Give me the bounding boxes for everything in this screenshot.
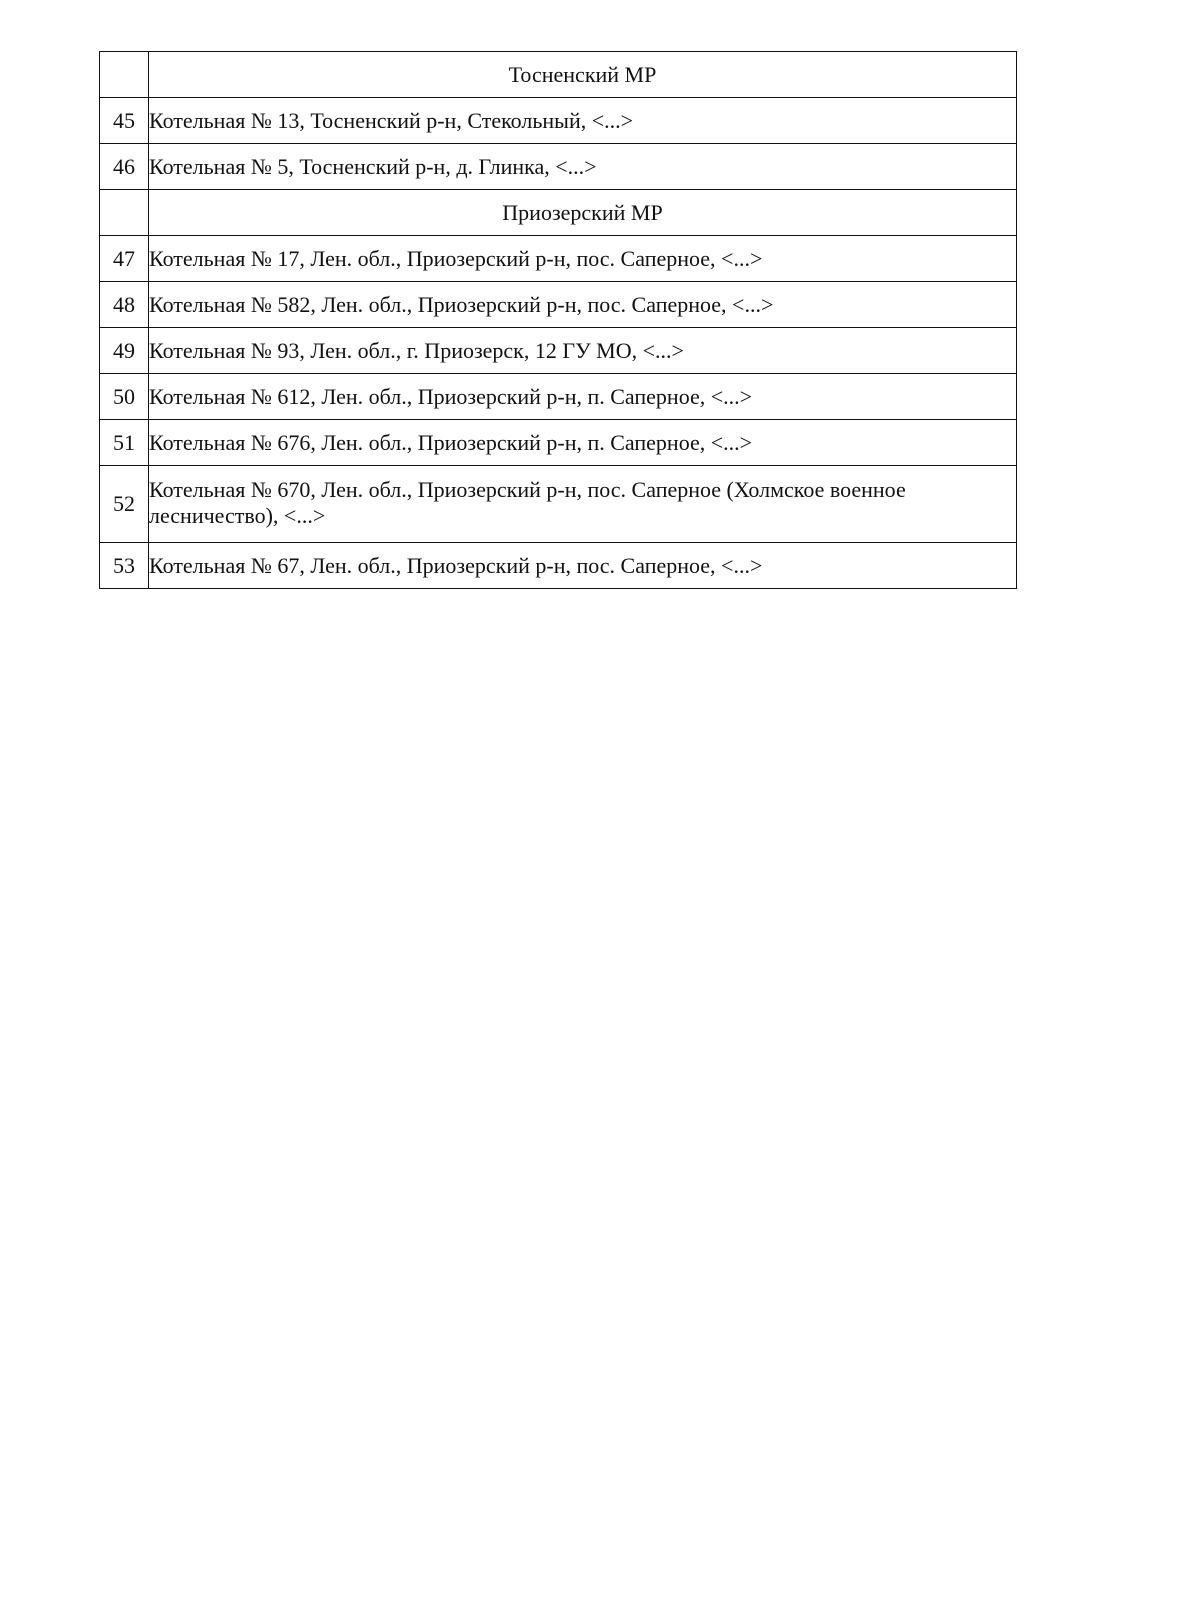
table-row <box>100 420 1017 466</box>
boiler-list-table <box>99 51 1017 589</box>
row-number: 47 <box>100 236 149 282</box>
row-description: Котельная № 676, Лен. обл., Приозерский р-н, п. Саперное, <...> <box>149 420 1017 466</box>
row-number: 46 <box>100 144 149 190</box>
row-number: 48 <box>100 282 149 328</box>
section-header-row <box>100 52 1017 98</box>
row-number: 52 <box>100 466 149 543</box>
table-row <box>100 374 1017 420</box>
section-title: Приозерский МР <box>149 190 1017 236</box>
row-description: Котельная № 5, Тосненский р-н, д. Глинка, <...> <box>149 144 1017 190</box>
row-number: 49 <box>100 328 149 374</box>
table-row <box>100 144 1017 190</box>
row-description: Котельная № 93, Лен. обл., г. Приозерск, 12 ГУ МО, <...> <box>149 328 1017 374</box>
row-number: 51 <box>100 420 149 466</box>
row-description: Котельная № 670, Лен. обл., Приозерский р-н, пос. Саперное (Холмское военное лесничество), <...> <box>149 466 1017 543</box>
table-row <box>100 98 1017 144</box>
row-number: 53 <box>100 543 149 589</box>
table-row <box>100 236 1017 282</box>
table-row <box>100 543 1017 589</box>
table-row <box>100 282 1017 328</box>
row-description: Котельная № 13, Тосненский р-н, Стекольный, <...> <box>149 98 1017 144</box>
row-number: 45 <box>100 98 149 144</box>
row-description: Котельная № 17, Лен. обл., Приозерский р-н, пос. Саперное, <...> <box>149 236 1017 282</box>
table-row <box>100 466 1017 543</box>
row-description: Котельная № 582, Лен. обл., Приозерский р-н, пос. Саперное, <...> <box>149 282 1017 328</box>
row-description: Котельная № 612, Лен. обл., Приозерский р-н, п. Саперное, <...> <box>149 374 1017 420</box>
section-header-row <box>100 190 1017 236</box>
row-number: 50 <box>100 374 149 420</box>
section-number-cell <box>100 190 149 236</box>
section-number-cell <box>100 52 149 98</box>
section-title: Тосненский МР <box>149 52 1017 98</box>
row-description: Котельная № 67, Лен. обл., Приозерский р-н, пос. Саперное, <...> <box>149 543 1017 589</box>
table-row <box>100 328 1017 374</box>
